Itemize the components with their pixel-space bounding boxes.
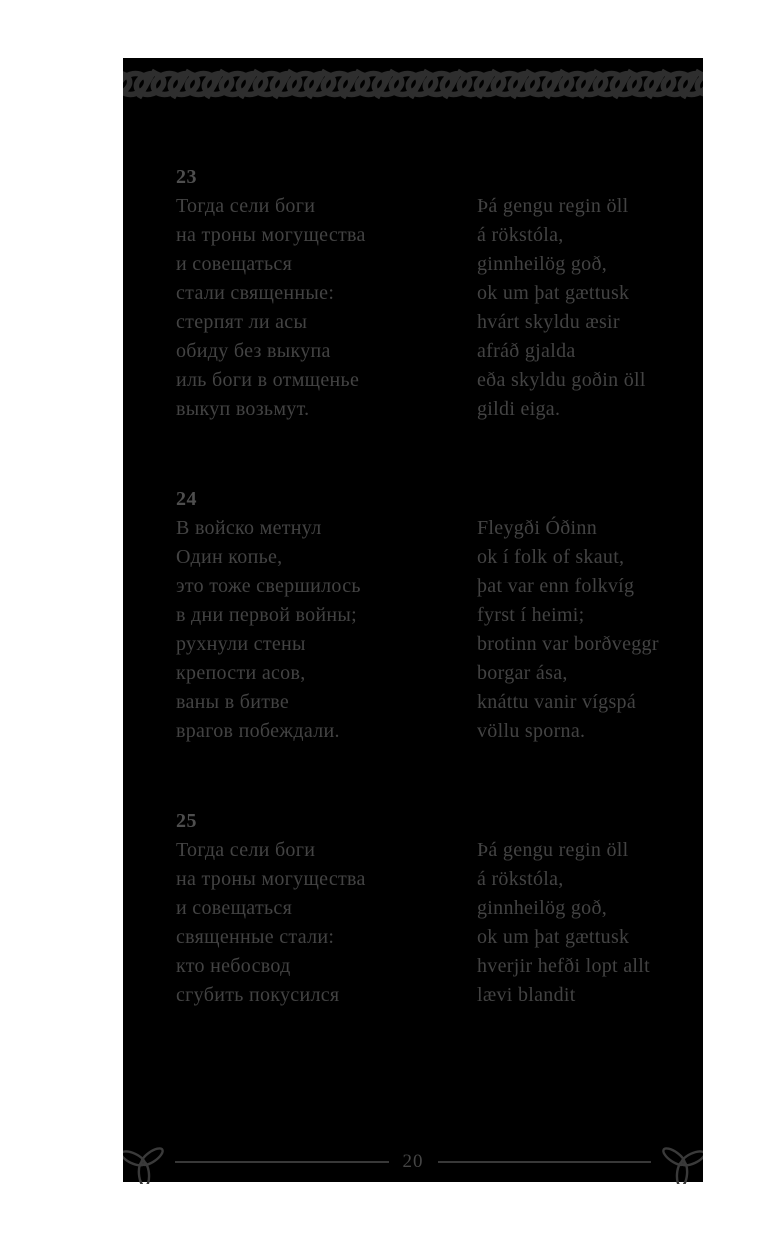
verse-line: eða skyldu goðin öll [477,369,646,391]
verse-line: lævi blandit [477,984,576,1006]
verse-line: ok um þat gættusk [477,282,630,304]
stanza-number: 25 [176,810,197,832]
verse-line: кто небосвод [176,955,291,977]
stanza-23-russian-column [176,192,366,424]
verse-line: afráð gjalda [477,340,576,362]
page-number: 20 [402,1151,424,1172]
verse-line: стерпят ли асы [176,311,308,333]
stanza-24-russian-column [176,514,361,746]
triquetra-left-icon [123,1140,167,1184]
verse-line: ваны в битве [176,691,290,713]
triquetra-right-icon [659,1140,703,1184]
footer-rule-right [438,1161,652,1163]
stanza-25-russian-column [176,836,366,1010]
verse-line: это тоже свершилось [176,575,361,597]
stanza-number: 24 [176,488,197,510]
verse-line: ginnheilög goð, [477,253,608,275]
verse-line: Тогда сели боги [176,195,316,217]
verse-line: brotinn var borðveggr [477,633,659,655]
verse-line: выкуп возьмут. [176,398,310,420]
verse-line: Fleygði Óðinn [477,517,598,539]
celtic-knot-border-icon [123,62,703,106]
verse-line: ginnheilög goð, [477,897,608,919]
verse-line: Þá gengu regin öll [477,195,629,217]
verse-line: ok í folk of skaut, [477,546,625,568]
verse-line: обиду без выкупа [176,340,331,362]
verse-line: на троны могущества [176,224,366,246]
verse-line: священные стали: [176,926,335,948]
verse-line: ok um þat gættusk [477,926,630,948]
book-page [123,58,703,1182]
verse-line: иль боги в отмщенье [176,369,360,391]
verse-line: hverjir hefði lopt allt [477,955,650,977]
verse-line: и совещаться [176,897,293,919]
stanza-25-oldnorse-column [477,836,650,1010]
verse-line: на троны могущества [176,868,366,890]
verse-line: borgar ása, [477,662,568,684]
footer-rule-left [175,1161,389,1163]
verse-line: gildi eiga. [477,398,561,420]
verse-line: fyrst í heimi; [477,604,585,626]
verse-line: völlu sporna. [477,720,586,742]
verse-line: knáttu vanir vígspá [477,691,637,713]
verse-line: сгубить покусился [176,984,340,1006]
verse-line: в дни первой войны; [176,604,358,626]
stanza-number: 23 [176,166,197,188]
verse-line: рухнули стены [176,633,306,655]
stanza-24-oldnorse-column [477,514,659,746]
verse-line: В войско метнул [176,517,322,539]
verse-line: Один копье, [176,546,283,568]
verse-line: врагов побеждали. [176,720,340,742]
verse-line: стали священные: [176,282,335,304]
verse-line: þat var enn folkvíg [477,575,635,597]
verse-line: Тогда сели боги [176,839,316,861]
page-footer [123,1140,703,1184]
verse-line: крепости асов, [176,662,306,684]
verse-line: hvárt skyldu æsir [477,311,620,333]
verse-line: Þá gengu regin öll [477,839,629,861]
verse-line: и совещаться [176,253,293,275]
stanza-23-oldnorse-column [477,192,646,424]
verse-line: á rökstóla, [477,224,564,246]
verse-line: á rökstóla, [477,868,564,890]
